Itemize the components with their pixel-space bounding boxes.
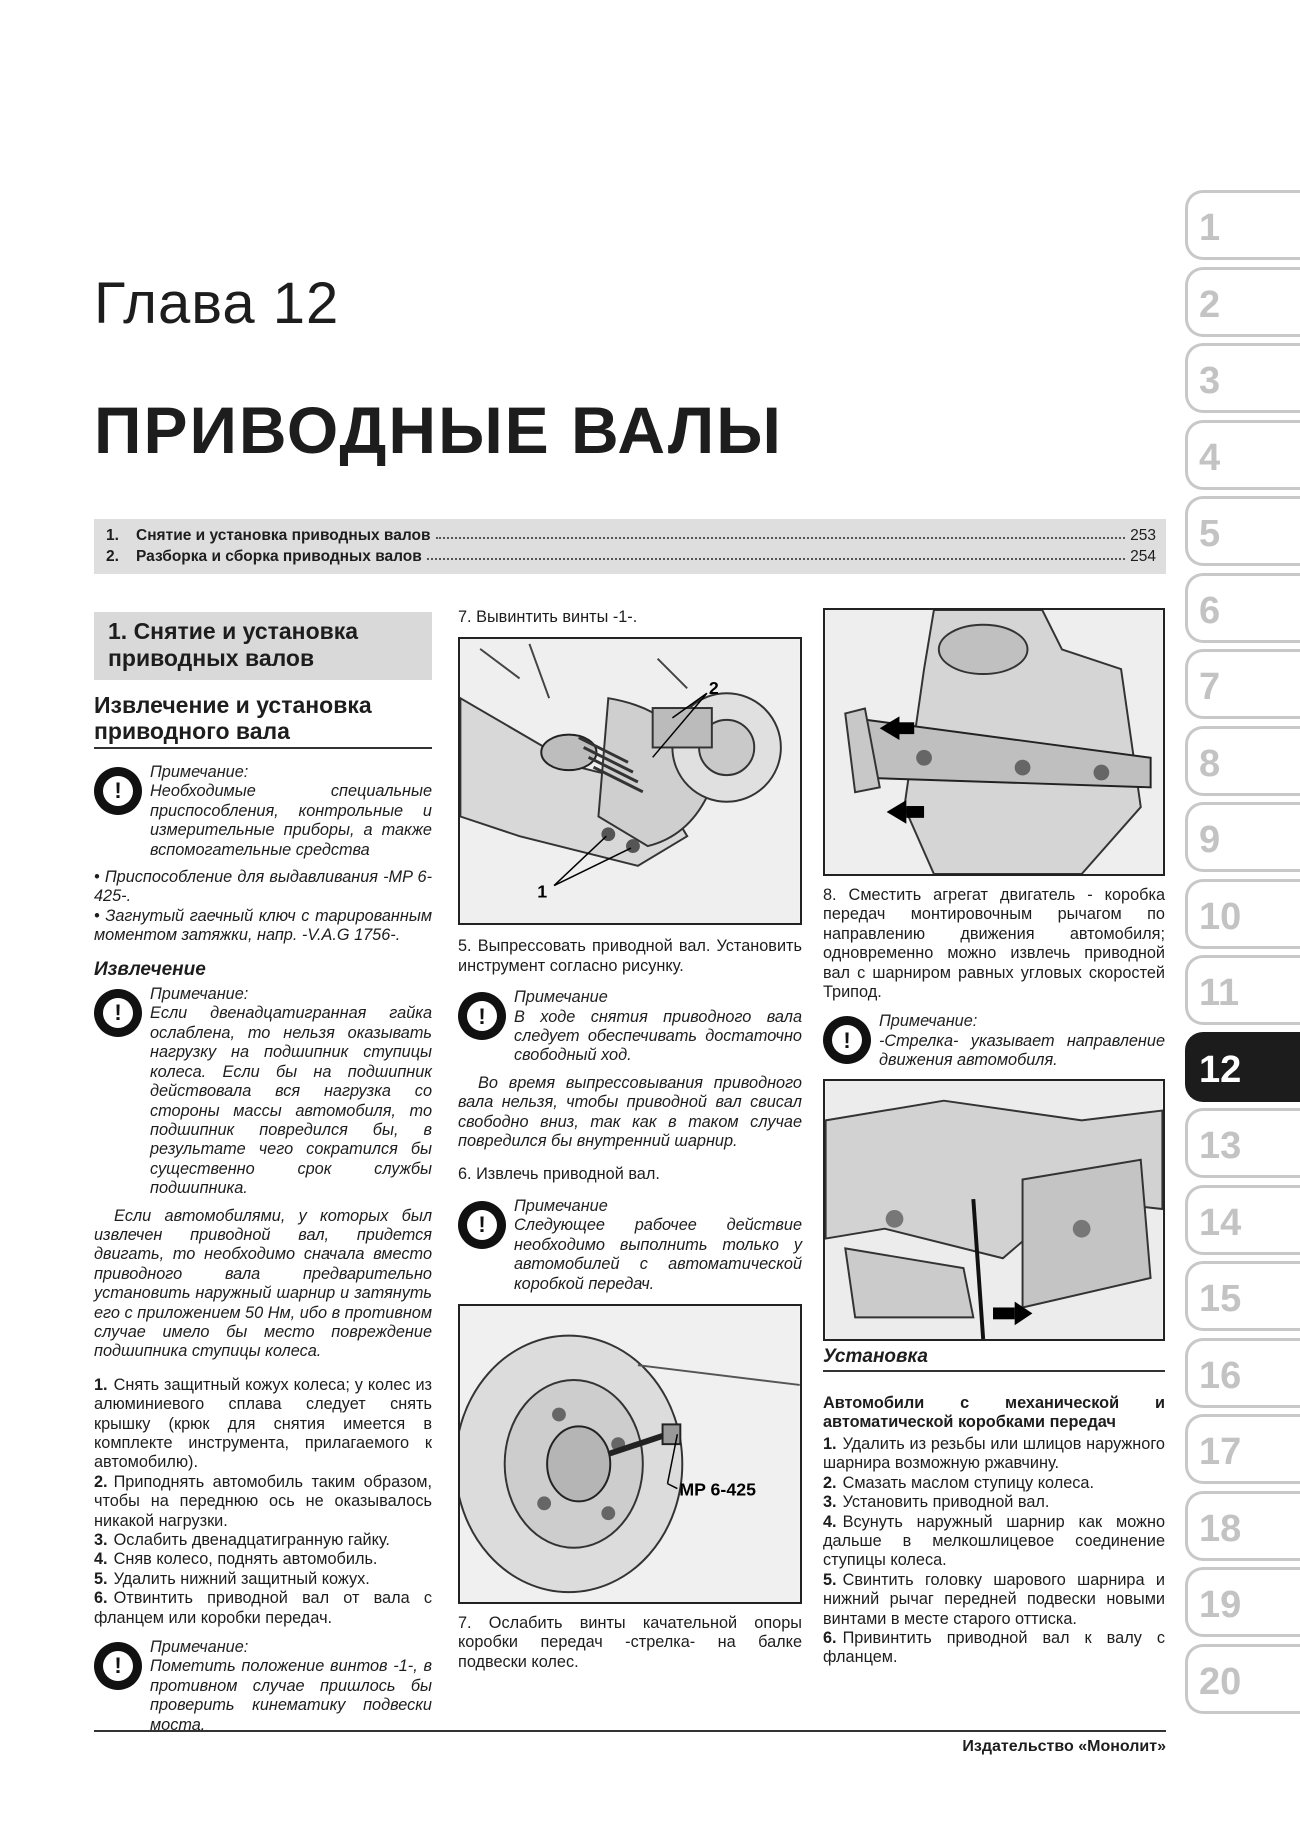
toc-number: 2. <box>106 548 119 565</box>
chapter-tab-2[interactable]: 2 <box>1185 267 1300 337</box>
step-item: 6. Извлечь приводной вал. <box>458 1165 660 1184</box>
figure-subframe <box>823 1079 1165 1341</box>
chapter-tab-10[interactable]: 10 <box>1185 879 1300 949</box>
install-heading: Установка <box>823 1347 1165 1372</box>
step-item: 5. Выпрессовать приводной вал. Установить инструмент согласно рисунку. <box>458 937 802 975</box>
step-item: 8. Сместить агрегат двигатель - коробка передач монтировочным рычагом по направлению движения автомобиля; одновременно можно извлечь приводной вал с шарниром равных угловых скоростей Трипод. <box>823 886 1165 1002</box>
step-item: 3. Ослабить двенадцатигранную гайку. <box>94 1531 390 1550</box>
note-bullet: • Загнутый гаечный ключ с тарированным моментом затяжки, напр. -V.A.G 1756-. <box>94 906 432 945</box>
step-item: 5. Удалить нижний защитный кожух. <box>94 1569 370 1588</box>
suspension-illustration <box>460 639 800 923</box>
page-title: ПРИВОДНЫЕ ВАЛЫ <box>94 393 783 467</box>
note-block <box>458 988 802 1066</box>
step-item: 7. Вывинтить винты -1-. <box>458 608 638 626</box>
toc-row[interactable] <box>106 548 1156 569</box>
note-block <box>94 763 432 860</box>
note-block <box>823 1012 1165 1070</box>
toc-page: 253 <box>1130 527 1156 544</box>
chapter-heading: Глава 12 <box>94 271 340 336</box>
note-text: Если автомобилями, у которых был извлечен приводной вал, придется двигать, то необходимо сначала вместо приводного вала предварительно установить наружный шарнир и затянуть его с приложением 50 Нм, ибо в противном случае имело бы место повреждение подшипника ступицы колеса. <box>94 1206 432 1361</box>
toc-text: Снятие и установка приводных валов <box>136 527 431 544</box>
table-of-contents <box>94 519 1166 574</box>
note-icon: ! <box>823 1016 871 1064</box>
note-label: Примечание: <box>150 763 249 781</box>
note-icon: ! <box>94 767 142 815</box>
subframe-illustration <box>825 1081 1163 1339</box>
chapter-tab-5[interactable]: 5 <box>1185 496 1300 566</box>
note-block <box>458 1197 802 1294</box>
chapter-tab-8[interactable]: 8 <box>1185 726 1300 796</box>
gearbox-illustration <box>825 610 1163 874</box>
step-item: 2. Приподнять автомобиль таким образом, чтобы на переднюю ось не оказывалось никакой нагрузки. <box>94 1472 432 1530</box>
figure-suspension <box>458 637 802 925</box>
chapter-tab-1[interactable]: 1 <box>1185 190 1300 260</box>
note-text: Пометить положение винтов -1-, в противном случае пришлось бы проверить кинематику подвески моста. <box>150 1657 432 1734</box>
step-item: 6. Привинтить приводной вал к валу с фланцем. <box>823 1628 1165 1667</box>
chapter-tab-15[interactable]: 15 <box>1185 1261 1300 1331</box>
note-block <box>94 985 432 1198</box>
toc-row[interactable] <box>106 527 1156 548</box>
toc-leader <box>436 537 1126 539</box>
figure-label: 1 <box>537 881 548 902</box>
column-right <box>823 608 1165 1668</box>
note-text: Во время выпрессовывания приводного вала нельзя, чтобы приводной вал свисал свободно вниз, так как в таком случае повредился бы внутренний шарнир. <box>458 1073 802 1151</box>
step-item: 4. Сняв колесо, поднять автомобиль. <box>94 1550 378 1569</box>
step-item: 2. Смазать маслом ступицу колеса. <box>823 1473 1094 1492</box>
step-item: 7. Ослабить винты качательной опоры коробки передач -стрелка- на балке подвески колес. <box>458 1613 802 1671</box>
publisher-footer: Издательство «Монолит» <box>94 1730 1166 1756</box>
step-item: 1. Снять защитный кожух колеса; у колес из алюминиевого сплава следует снять крышку (крюк для снятия имеется в комплекте инструмента, прилагаемого к автомобилю). <box>94 1375 432 1472</box>
note-label: Примечание <box>514 988 608 1007</box>
toc-page: 254 <box>1130 548 1156 565</box>
chapter-tab-7[interactable]: 7 <box>1185 649 1300 719</box>
chapter-tab-14[interactable]: 14 <box>1185 1185 1300 1255</box>
chapter-tab-3[interactable]: 3 <box>1185 343 1300 413</box>
note-block <box>94 1638 432 1735</box>
toc-text: Разборка и сборка приводных валов <box>136 548 422 565</box>
chapter-tab-16[interactable]: 16 <box>1185 1338 1300 1408</box>
note-icon: ! <box>458 1201 506 1249</box>
note-label: Примечание: <box>150 985 249 1004</box>
figure-hub-tool <box>458 1304 802 1604</box>
extract-heading: Извлечение <box>94 958 206 980</box>
note-text: Если двенадцатигранная гайка ослаблена, то нельзя оказывать нагрузку на подшипник ступицы колеса. Если бы на подшипник действовала вся нагрузка со стороны массы автомобиля, то подшипник повредился бы, в результате чего сократился бы существенно срок службы подшипника. <box>150 1004 432 1198</box>
note-label: Примечание: <box>879 1012 978 1031</box>
section-heading: 1. Снятие и установка приводных валов <box>94 612 432 680</box>
column-middle <box>458 608 802 1672</box>
note-text: В ходе снятия приводного вала следует обеспечивать достаточно свободный ход. <box>514 1007 802 1065</box>
chapter-tab-9[interactable]: 9 <box>1185 802 1300 872</box>
figure-label: MP 6-425 <box>679 1479 756 1500</box>
hub-tool-illustration <box>460 1306 800 1602</box>
note-text: -Стрелка- указывает направление движения автомобиля. <box>879 1031 1165 1070</box>
note-label: Примечание: <box>150 1638 249 1657</box>
subsection-heading: Извлечение и установка приводного вала <box>94 692 432 749</box>
note-icon: ! <box>94 1642 142 1690</box>
toc-leader <box>427 558 1125 560</box>
note-icon: ! <box>94 989 142 1037</box>
note-bullet: • Приспособление для выдавливания -MP 6-425-. <box>94 868 432 906</box>
step-item: 3. Установить приводной вал. <box>823 1493 1050 1512</box>
chapter-tab-18[interactable]: 18 <box>1185 1491 1300 1561</box>
chapter-tab-20[interactable]: 20 <box>1185 1644 1300 1714</box>
chapter-tab-11[interactable]: 11 <box>1185 955 1300 1025</box>
figure-label: 2 <box>708 678 719 699</box>
note-label: Примечание <box>514 1196 608 1215</box>
step-item: 5. Свинтить головку шарового шарнира и нижний рычаг передней подвески новыми винтами в месте старого оттиска. <box>823 1570 1165 1628</box>
chapter-tab-12[interactable]: 12 <box>1185 1032 1300 1102</box>
subheading: Автомобили с механической и автоматической коробками передач <box>823 1394 1165 1432</box>
figure-gearbox <box>823 608 1165 876</box>
step-item: 6. Отвинтить приводной вал от вала с фланцем или коробки передач. <box>94 1589 432 1627</box>
chapter-tab-17[interactable]: 17 <box>1185 1414 1300 1484</box>
step-item: 4. Всунуть наружный шарнир как можно дальше в мелкошлицевое соединение ступицы колеса. <box>823 1512 1165 1570</box>
chapter-tab-19[interactable]: 19 <box>1185 1567 1300 1637</box>
note-text: Следующее рабочее действие необходимо выполнить только у автомобилей с автоматической коробкой передач. <box>514 1216 802 1293</box>
chapter-tab-13[interactable]: 13 <box>1185 1108 1300 1178</box>
column-left <box>94 612 432 1743</box>
chapter-tab-6[interactable]: 6 <box>1185 573 1300 643</box>
chapter-tab-4[interactable]: 4 <box>1185 420 1300 490</box>
step-item: 1. Удалить из резьбы или шлицов наружного шарнира возможную ржавчину. <box>823 1434 1165 1473</box>
toc-number: 1. <box>106 527 119 544</box>
note-text: Необходимые специальные приспособления, контрольные и измерительные приборы, а также вспомогательные средства <box>150 782 432 859</box>
note-icon: ! <box>458 992 506 1040</box>
